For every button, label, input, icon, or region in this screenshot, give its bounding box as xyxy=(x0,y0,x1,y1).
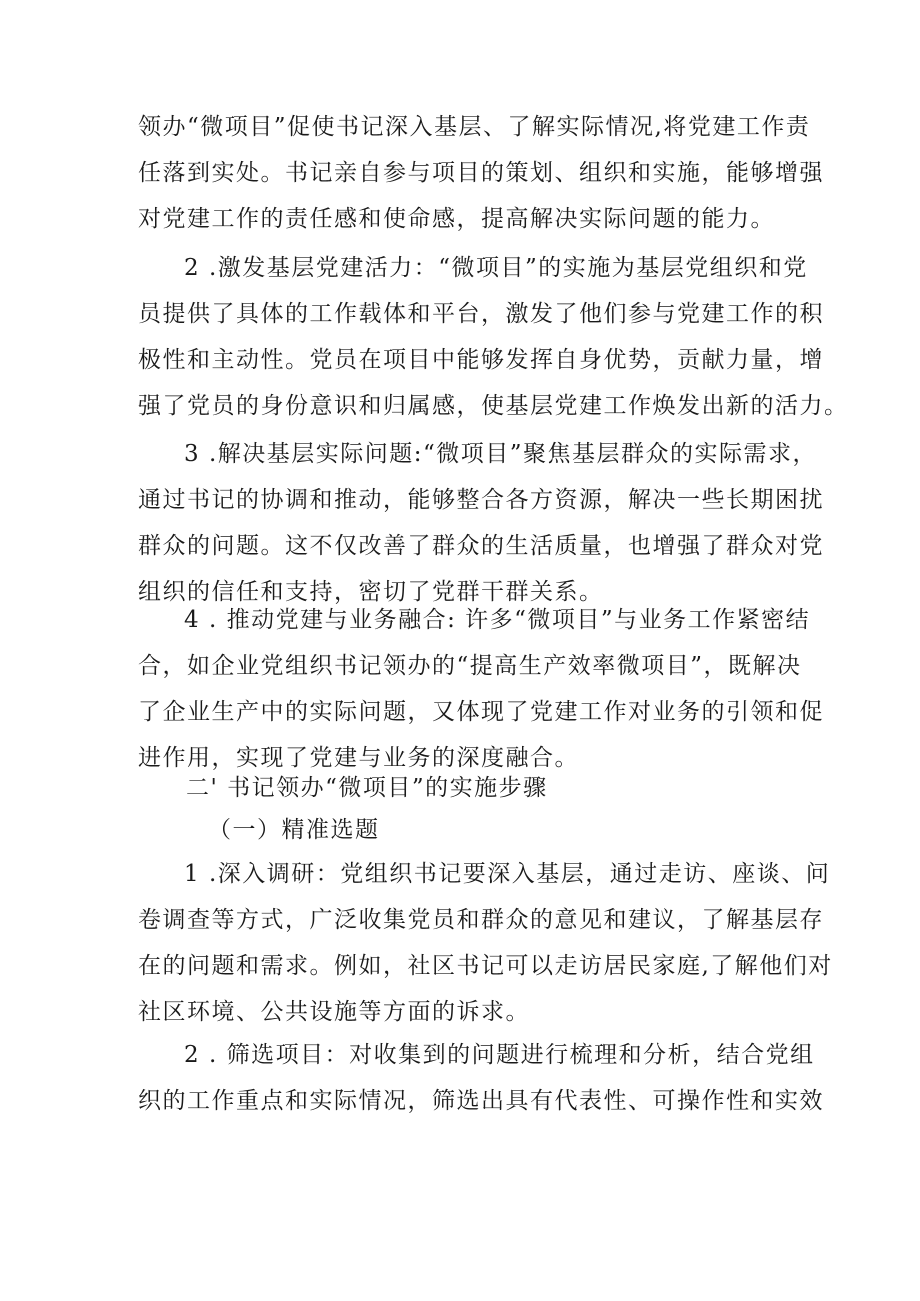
text-line: 了企业生产中的实际问题，又体现了党建工作对业务的引领和促 xyxy=(138,699,824,725)
text-line: 2 . 筛选项目：对收集到的问题进行梳理和分析，结合党组 xyxy=(184,1042,815,1068)
text-line: 织的工作重点和实际情况，筛选出具有代表性、可操作性和实效 xyxy=(138,1088,824,1114)
text-line: 员提供了具体的工作载体和平台，激发了他们参与党建工作的积 xyxy=(138,301,824,327)
text-line: 合，如企业党组织书记领办的“提高生产效率微项目”，既解决 xyxy=(138,653,802,679)
text-line: 强了党员的身份意识和归属感，使基层党建工作焕发出新的活力。 xyxy=(138,393,849,419)
text-line: 2 .激发基层党建活力：“微项目”的实施为基层党组织和党 xyxy=(184,255,808,281)
text-line: 组织的信任和支持，密切了党群干群关系。 xyxy=(138,579,604,605)
text-line: 3 .解决基层实际问题:“微项目”聚焦基层群众的实际需求， xyxy=(184,441,818,467)
paragraph-point-3 xyxy=(138,431,824,615)
subsection-heading: （一）精准选题 xyxy=(208,817,380,843)
text-line: 对党建工作的责任感和使命感，提高解决实际问题的能力。 xyxy=(138,206,775,232)
text-line: 进作用，实现了党建与业务的深度融合。 xyxy=(138,745,579,771)
paragraph-step-2 xyxy=(138,1032,824,1124)
text-line: 极性和主动性。党员在项目中能够发挥自身优势，贡献力量，增 xyxy=(138,347,824,373)
text-line: 在的问题和需求。例如，社区书记可以走访居民家庭,了解他们对 xyxy=(138,953,833,979)
text-line: 群众的问题。这不仅改善了群众的生活质量，也增强了群众对党 xyxy=(138,533,824,559)
text-line: 任落到实处。书记亲自参与项目的策划、组织和实施，能够增强 xyxy=(138,160,824,186)
text-line: 4 . 推动党建与业务融合: 许多“微项目”与业务工作紧密结 xyxy=(184,607,811,633)
text-line: 卷调查等方式，广泛收集党员和群众的意见和建议，了解基层存 xyxy=(138,907,824,933)
paragraph-step-1 xyxy=(138,851,833,1035)
paragraph-point-4 xyxy=(138,597,824,781)
text-line: 1 .深入调研：党组织书记要深入基层，通过走访、座谈、问 xyxy=(184,861,831,887)
text-line: 通过书记的协调和推动，能够整合各方资源，解决一些长期困扰 xyxy=(138,487,824,513)
text-line: 领办“微项目”促使书记深入基层、了解实际情况,将党建工作责 xyxy=(138,114,811,140)
paragraph-point-2 xyxy=(138,245,849,429)
paragraph-responsibility xyxy=(138,104,824,242)
section-heading: 二' 书记领办“微项目”的实施步骤 xyxy=(186,775,548,801)
text-line: 社区环境、公共设施等方面的诉求。 xyxy=(138,999,530,1025)
